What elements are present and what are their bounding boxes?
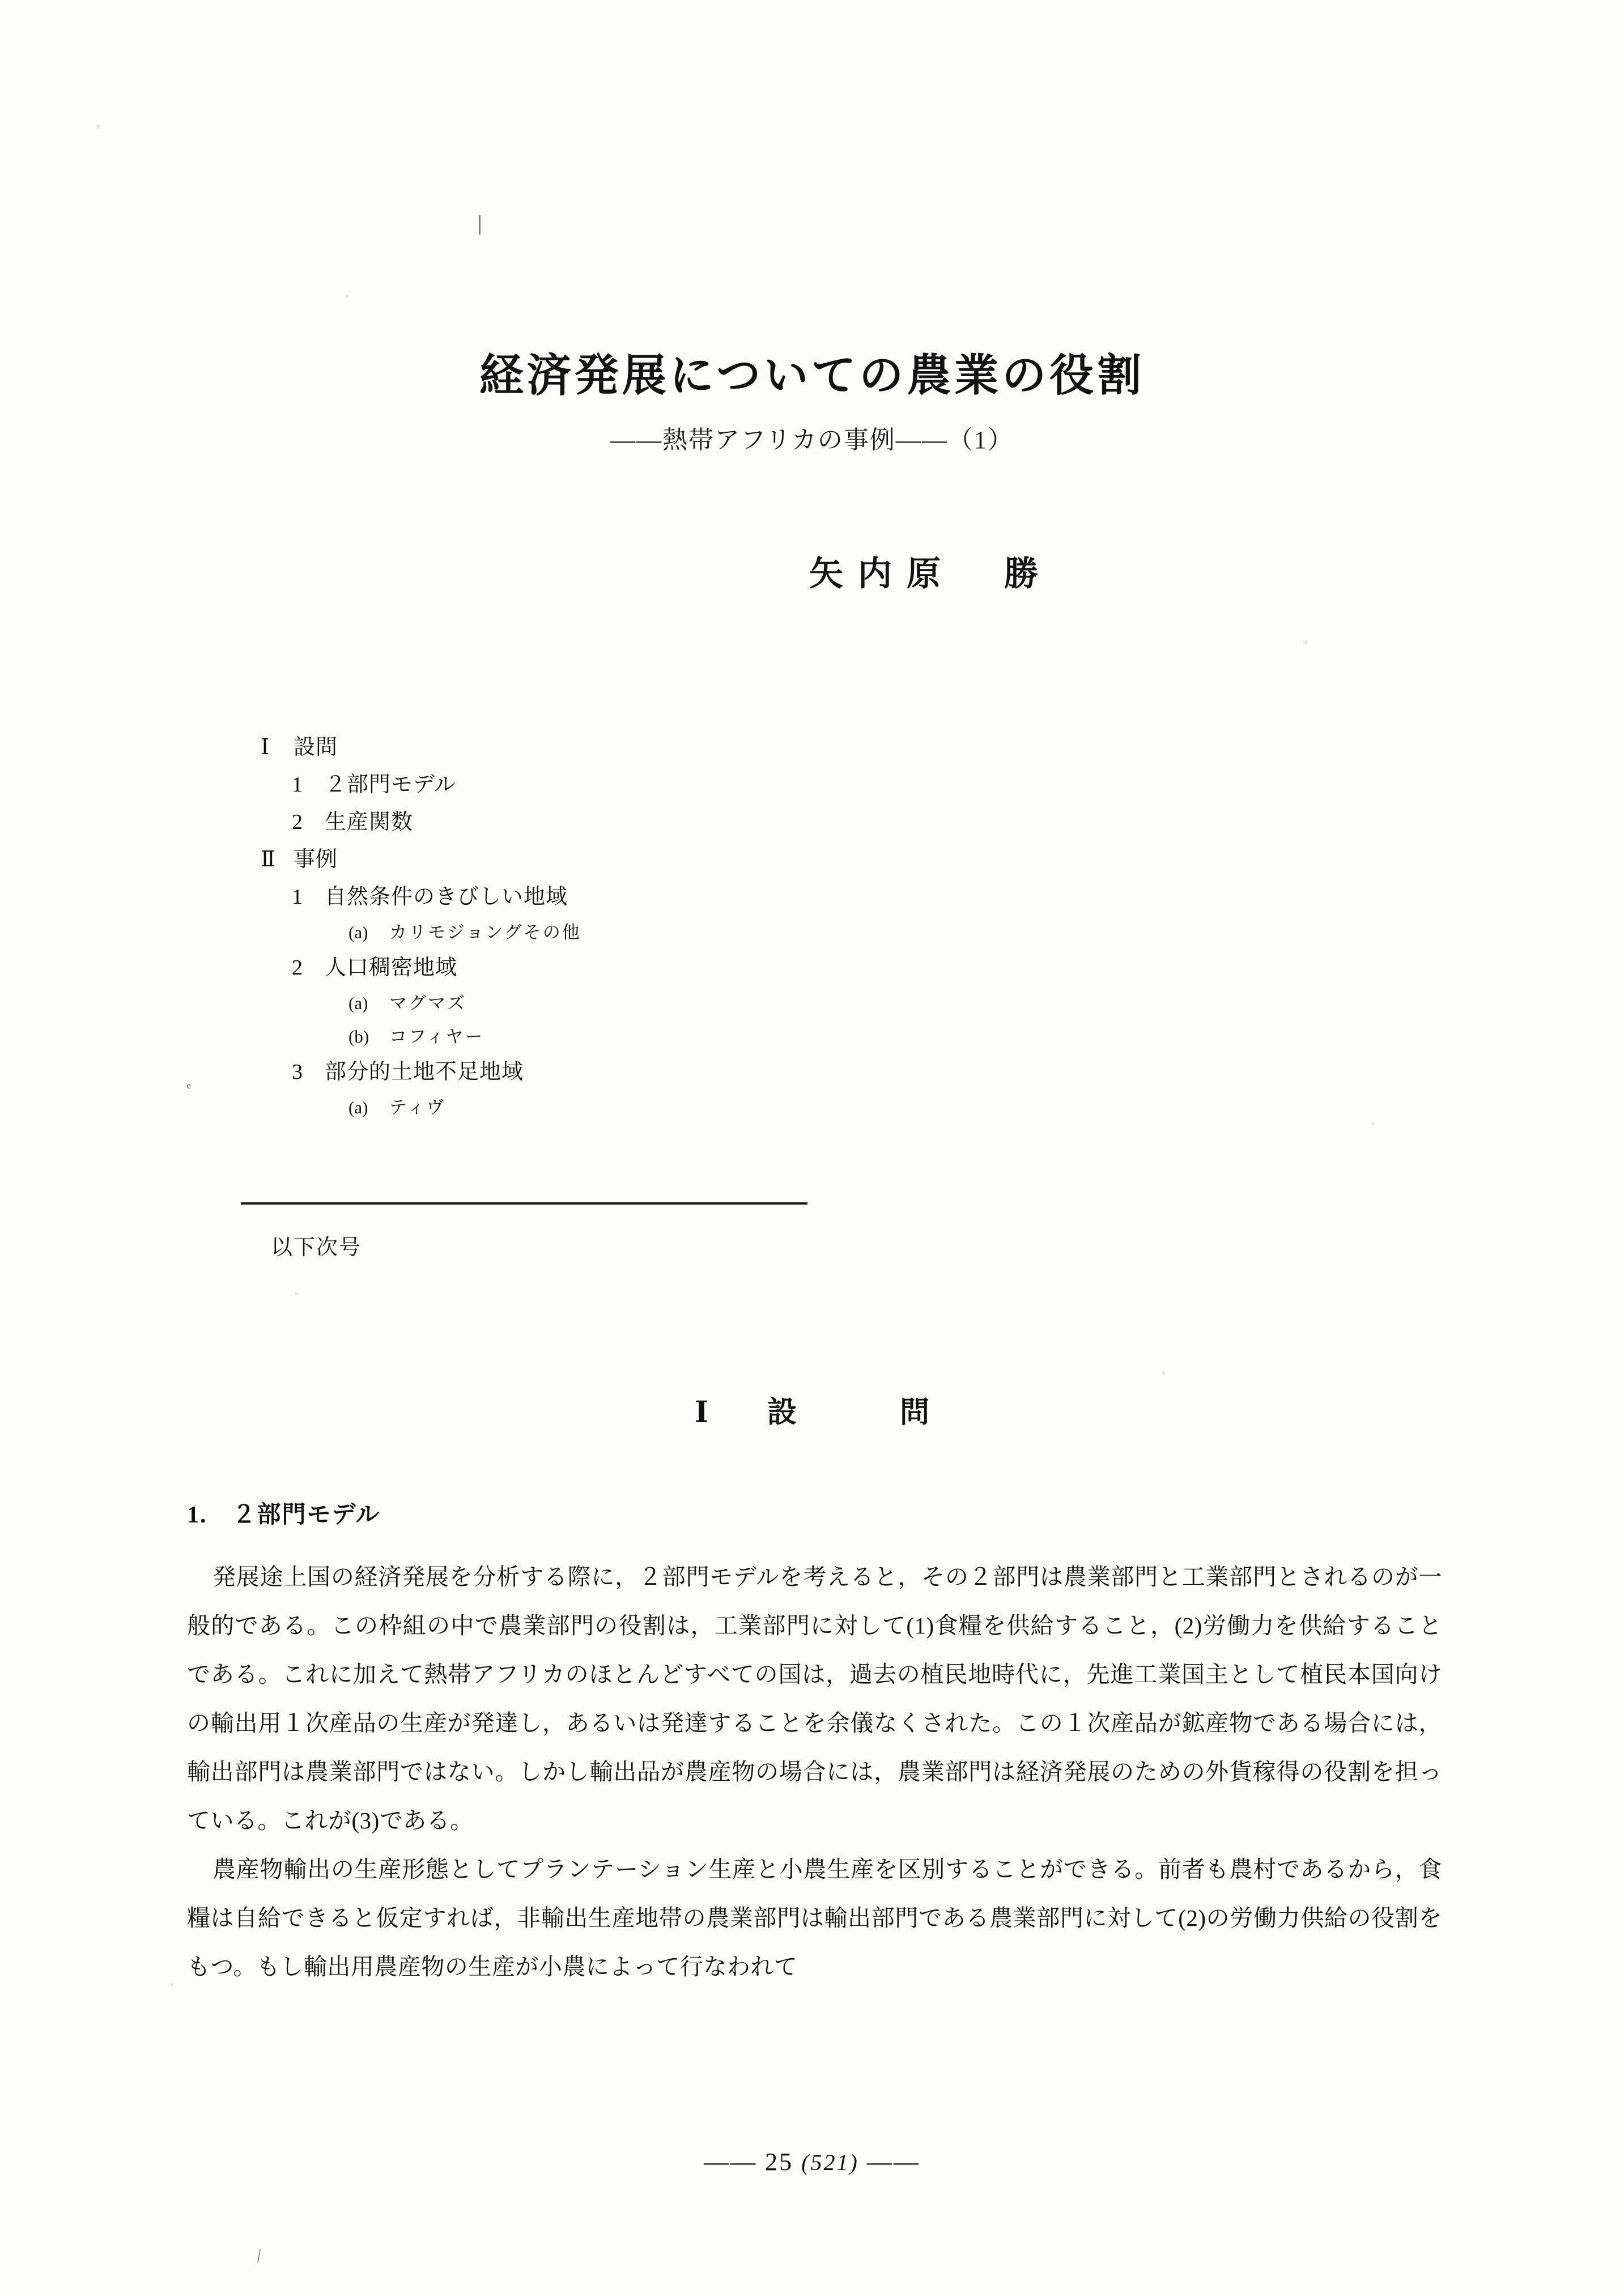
toc-divider-rule <box>241 1202 807 1205</box>
paragraph: 発展途上国の経済発展を分析する際に，２部門モデルを考えると，その２部門は農業部門と工業部門とされるのが一般的である。この枠組の中で農業部門の役割は，工業部門に対して(1)食糧を供給すること，(2)労働力を供給することである。これに加えて熱帯アフリカのほとんどすべての国は，過去の植民地時代に，先進工業国主として植民本国向けの輸出用１次産品の生産が発達し，あるいは発達することを余儀なくされた。この１次産品が鉱産物である場合には，輸出部門は農業部門ではない。しかし輸出品が農産物の場合には，農業部門は経済発展のための外貨稼得の役割を担っている。これが(3)である。 <box>187 1564 1442 1833</box>
subsection-heading: 1. ２部門モデル <box>187 1502 381 1528</box>
page-subtitle: ——熱帯アフリカの事例——（1） <box>610 426 1014 454</box>
toc-entry <box>244 924 867 941</box>
toc-entry <box>244 886 867 908</box>
toc-entry-label: ２部門モデル <box>325 773 457 797</box>
paper-speck <box>1162 1371 1166 1375</box>
toc-entry-number: Ⅰ <box>261 735 270 759</box>
toc-entry-label: 生産関数 <box>325 810 414 834</box>
scan-artifact-top <box>479 215 481 235</box>
toc-entry-label: ティヴ <box>389 1097 446 1117</box>
toc-entry <box>244 849 867 870</box>
toc-entry-label: 事例 <box>294 848 338 871</box>
toc-entry <box>244 1099 867 1116</box>
paper-speck <box>1303 640 1308 645</box>
folio-page-number: 25 <box>765 2148 794 2176</box>
author-name: 矢内原 勝 <box>809 555 1053 593</box>
toc-continuation-note: 以下次号 <box>271 1236 362 1260</box>
scan-artifact-bottom: ∕ <box>254 2247 265 2265</box>
toc-entry-label: 人口稠密地域 <box>325 956 458 980</box>
paper-speck <box>1371 1122 1375 1125</box>
toc-entry-number: 3 <box>292 1060 303 1084</box>
page-footer-folio <box>0 2147 1624 2176</box>
toc-entry-label: 部分的土地不足地域 <box>325 1060 524 1084</box>
toc-entry-label: 自然条件のきびしい地域 <box>325 885 568 909</box>
toc-entry-number: 1 <box>292 773 303 797</box>
body-text <box>187 1552 1442 1991</box>
toc-entry <box>244 1028 867 1045</box>
toc-entry-number: 2 <box>292 956 303 980</box>
table-of-contents <box>244 737 867 1132</box>
toc-entry-number: (b) <box>348 1027 369 1046</box>
toc-entry-label: カリモジョングその他 <box>389 922 581 942</box>
toc-entry-number: (a) <box>348 1097 368 1117</box>
folio-bracket-number: (521) <box>801 2150 859 2175</box>
toc-entry-label: 設問 <box>294 735 338 759</box>
toc-entry <box>244 957 867 979</box>
paper-speck <box>96 125 100 129</box>
page-title: 経済発展についての農業の役割 <box>479 351 1145 400</box>
toc-entry-number: 1 <box>292 885 303 909</box>
toc-entry-number: 2 <box>292 810 303 834</box>
toc-entry-number: (a) <box>348 922 368 942</box>
folio-right-dash: —— <box>866 2148 920 2176</box>
margin-mark: ᵉ <box>187 1079 191 1096</box>
paper-speck <box>295 1292 298 1295</box>
paper-speck <box>170 1983 173 1986</box>
toc-entry <box>244 774 867 795</box>
folio-left-dash: —— <box>704 2148 758 2176</box>
toc-entry-number: (a) <box>348 993 368 1013</box>
toc-entry <box>244 737 867 758</box>
section-heading: Ⅰ 設 問 <box>694 1397 945 1429</box>
toc-entry-label: コフィヤー <box>389 1027 484 1046</box>
toc-entry <box>244 994 867 1012</box>
toc-entry <box>244 811 867 833</box>
paragraph: 農産物輸出の生産形態としてプランテーション生産と小農生産を区別することができる。前者も農村であるから，食糧は自給できると仮定すれば，非輸出生産地帯の農業部門は輸出部門である農業部門に対して(2)の労働力供給の役割をもつ。もし輸出用農産物の生産が小農によって行なわれて <box>187 1856 1442 1980</box>
paper-speck <box>346 295 349 298</box>
toc-entry-label: マグマズ <box>389 993 466 1013</box>
toc-entry-number: Ⅱ <box>261 848 275 871</box>
toc-entry <box>244 1061 867 1083</box>
